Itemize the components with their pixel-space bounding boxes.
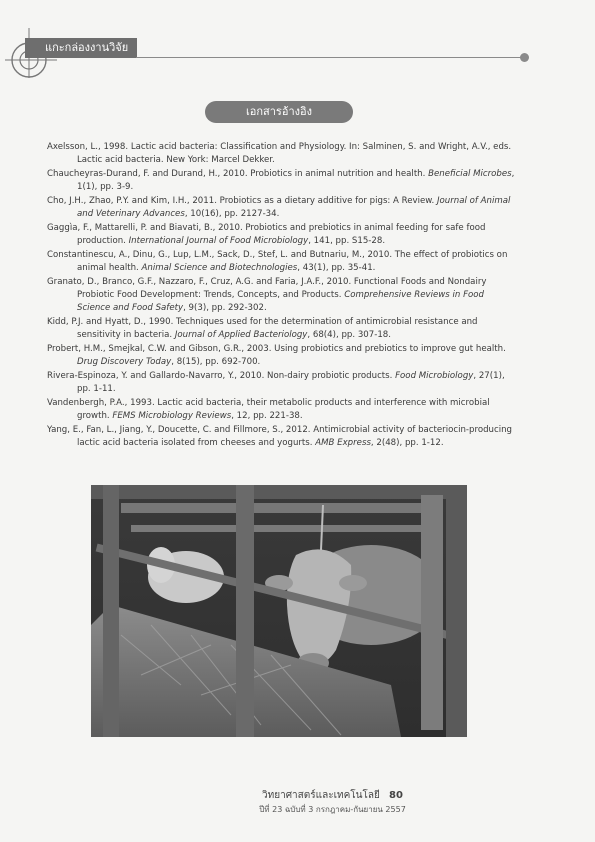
reference-volume: , 68(4), pp. 307-18. xyxy=(307,330,391,341)
cattle-stall-illustration xyxy=(91,485,467,737)
journal-name: วิทยาศาสตร์และเทคโนโลยี xyxy=(262,790,380,801)
journal-footer xyxy=(0,788,595,803)
reference-source: Journal of Animal and Veterinary Advances xyxy=(77,196,511,220)
reference-source: Beneficial Microbes xyxy=(428,169,512,179)
page-number: 80 xyxy=(389,790,403,801)
reference-source: Journal of Applied Bacteriology xyxy=(174,330,308,341)
section-title: แกะกล่องงานวิจัย xyxy=(25,38,137,58)
reference-text: Gaggìa, F., Mattarelli, P. and Biavati, B., 2010. Probiotics and prebiotics in animal feeding for safe food production. xyxy=(47,223,486,247)
header-divider xyxy=(136,57,522,58)
reference-volume: , 1(1), pp. 3-9. xyxy=(77,169,515,193)
reference-volume: , 43(1), pp. 35-41. xyxy=(297,263,376,274)
reference-source: Animal Science and Biotechnologies xyxy=(141,263,298,274)
header-divider-dot xyxy=(520,53,529,62)
reference-entry xyxy=(47,195,519,221)
reference-text: Constantinescu, A., Dinu, G., Lup, L.M., Sack, D., Stef, L. and Butnariu, M., 2010. The effect of probiotics on animal health. xyxy=(47,250,508,274)
cattle-stall-photo xyxy=(91,485,467,737)
reference-source: AMB Express xyxy=(315,438,371,449)
reference-volume: , 8(15), pp. 692-700. xyxy=(171,357,261,368)
reference-entry xyxy=(47,397,519,423)
reference-entry xyxy=(47,168,519,194)
reference-entry xyxy=(47,343,519,369)
reference-text: Vandenbergh, P.A., 1993. Lactic acid bacteria, their metabolic products and interference with microbial growth. xyxy=(47,398,490,422)
reference-source: Comprehensive Reviews in Food Science and Food Safety xyxy=(77,290,484,314)
reference-volume: , 27(1), pp. 1-11. xyxy=(77,371,505,395)
reference-text: Granato, D., Branco, G.F., Nazzaro, F., Cruz, A.G. and Faria, J.A.F., 2010. Functional Foods and Nondairy Probiotic Food Development: Trends, Concepts, and Products. xyxy=(47,277,487,301)
reference-text: Chaucheyras-Durand, F. and Durand, H., 2010. Probiotics in animal nutrition and health. xyxy=(47,169,429,179)
reference-source: International Journal of Food Microbiology xyxy=(128,236,309,247)
reference-entry xyxy=(47,249,519,275)
reference-text: Cho, J.H., Zhao, P.Y. and Kim, I.H., 2011. Probiotics as a dietary additive for pigs: A Review. xyxy=(47,196,438,206)
reference-text: Yang, E., Fan, L., Jiang, Y., Doucette, C. and Fillmore, S., 2012. Antimicrobial activity of bacteriocin-producing lactic acid bacteria isolated from cheeses and yogurts. xyxy=(47,425,512,449)
references-list xyxy=(47,141,519,451)
reference-source: Drug Discovery Today xyxy=(77,357,172,368)
reference-volume: , 10(16), pp. 2127-34. xyxy=(184,209,280,220)
reference-source: Food Microbiology xyxy=(395,371,474,382)
reference-entry xyxy=(47,222,519,248)
reference-volume: , 9(3), pp. 292-302. xyxy=(183,303,267,314)
reference-entry xyxy=(47,276,519,316)
reference-entry xyxy=(47,424,519,450)
reference-entry xyxy=(47,370,519,396)
reference-volume: , 2(48), pp. 1-12. xyxy=(370,438,444,449)
references-heading: เอกสารอ้างอิง xyxy=(205,101,353,123)
reference-text: Kidd, P.J. and Hyatt, D., 1990. Techniques used for the determination of antimicrobial resistance and sensitivity in bacteria. xyxy=(47,317,478,341)
reference-entry xyxy=(47,316,519,342)
reference-entry xyxy=(47,141,519,167)
reference-source: FEMS Microbiology Reviews xyxy=(112,411,232,422)
reference-volume: , 141, pp. S15-28. xyxy=(308,236,386,247)
reference-text: Rivera-Espinoza, Y. and Gallardo-Navarro, Y., 2010. Non-dairy probiotic products. xyxy=(47,371,396,382)
reference-text: Probert, H.M., Smejkal, C.W. and Gibson, G.R., 2003. Using probiotics and prebiotics to improve gut health. xyxy=(47,344,506,355)
issue-line: ปีที่ 23 ฉบับที่ 3 กรกฎาคม-กันยายน 2557 xyxy=(259,805,406,814)
reference-text: Axelsson, L., 1998. Lactic acid bacteria: Classification and Physiology. In: Salminen, S. and Wright, A.V., eds. Lactic acid bacteria. New York: Marcel Dekker. xyxy=(47,142,512,166)
reference-volume: , 12, pp. 221-38. xyxy=(231,411,303,422)
